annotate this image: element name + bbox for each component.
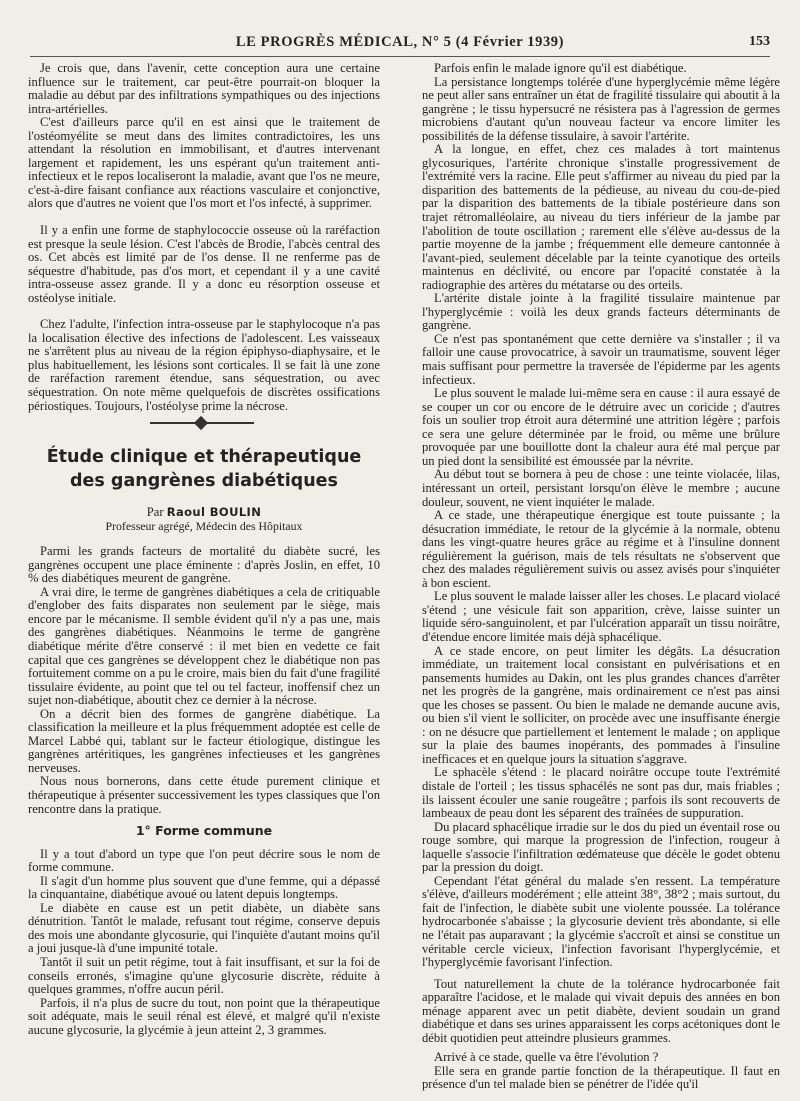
article-title-line: des gangrènes diabétiques — [70, 471, 338, 492]
paragraph: Parfois enfin le malade ignore qu'il est diabétique. — [434, 61, 687, 75]
paragraph: Ce n'est pas spontanément que cette dernière va s'installer ; il va falloir une cause provocatrice, à savoir un traumatisme, souvent léger mais suffisant pour permettre la traversée de l'épiderme par les agents infectieux. — [422, 331, 780, 387]
paragraph: Du placard sphacélique irradie sur le dos du pied un éventail rose ou rouge sombre, qui marque la progression de l'infection, rougeur à laquelle s'associe l'infiltration œdémateuse que décèle le godet obtenu par la pression du doigt. — [422, 819, 780, 875]
page-number: 153 — [749, 34, 770, 49]
running-header — [30, 34, 770, 57]
paragraph: A la longue, en effet, chez ces malades à tort maintenus glycosuriques, l'artérite chronique s'installe progressivement de l'extrémité vers la racine. Elle peut s'affirmer au niveau du pied par la disparition des battements de la pédieuse, au niveau du cou-de-pied par la disparition des battements de la tibiale postérieure dans son trajet rétromalléolaire, au niveau du tiers inférieur de la jambe par l'abolition de toute oscillation ; rarement elle s'élève au-dessus de la partie moyenne de la jambe ; fréquemment elle demeure cantonnée à l'avant-pied, seulement décelable par la teinte cyanotique des orteils maintenus en déclivité, ou encore par l'opacité constatée à la radiographie des artères du métatarse ou des orteils. — [422, 142, 780, 292]
byline-prefix: Par — [146, 505, 164, 520]
paragraph: Cependant l'état général du malade s'en ressent. La température s'élève, d'ailleurs modérément ; elle atteint 38°, 38°2 ; mais surtout, du fait de l'infection, le diabète subit une violente poussée. La tolérance hydrocarbonée s'abaisse ; la glycosurie devient très abondante, si elle ne l'était pas auparavant ; la glycémie s'accroît et ainsi se constitue un véritable cercle vicieux, l'infection favorisant l'hyperglycémie, et l'hyperglycémie favorisant l'infection. — [422, 873, 780, 970]
paragraph: Il y a tout d'abord un type que l'on peut décrire sous le nom de forme commune. — [28, 846, 380, 875]
paragraph: L'artérite distale jointe à la fragilité tissulaire maintenue par l'hyperglycémie : voilà les deux grands facteurs déterminants de gangrène. — [422, 291, 780, 333]
article-title — [28, 445, 380, 493]
paragraph: A vrai dire, le terme de gangrènes diabétiques a cela de critiquable d'englober des faits disparates non seulement par le siège, mais encore par le mécanisme. Il semble évident qu'il n'y a pas une, mais des gangrènes diabétiques. Néanmoins le terme de gangrène diabétique mérite d'être conservé : il met bien en vedette ce fait capital que ces gangrènes se développent chez le diabétique non pas fortuitement comme on a pu le croire, mais bien du fait d'une fragilité tissulaire évidente, au point que tel ou tel facteur, inoffensif chez un sujet non-diabétique, aboutit chez ce dernier à la nécrose. — [28, 584, 380, 708]
paragraph: Le plus souvent le malade lui-même sera en cause : il aura essayé de se couper un cor ou encore de le détruire avec un coricide ; d'autres fois un soulier trop étroit aura déterminé une attrition légère ; parfois ce sera une gelure déterminée par le froid, ou même une brûlure provoquée par une bouillotte dont la chaleur aura été mal perçue par un pied dont la sensibilité est émoussée par la névrite. — [422, 386, 780, 468]
paragraph: Chez l'adulte, l'infection intra-osseuse par le staphylocoque n'a pas la localisation élective des infections de l'adolescent. Les vaisseaux ne s'arrêtent plus au niveau de la région épiphyso-diaphysaire, et le plus habituellement, les lésions sont corticales. Il se fait là une zone de raréfaction rarement étendue, sans séquestration, ou avec séquestration. On note même quelquefois de discrètes ossifications périostiques. Toujours, l'ostéolyse prime la nécrose. — [28, 317, 380, 413]
paragraph: C'est d'ailleurs parce qu'il en est ainsi que le traitement de l'ostéomyélite se meut dans des limites contradictoires, les uns attendant la résolution en immobilisant, et d'autres intervenant largement et rapidement, les uns espérant qu'un traitement anti-infectieux et le repos localiseront la maladie, avant que l'os ne meure, c'est-à-dire faisant confiance aux réactions vasculaire et conjonctive, alors que d'autres ne voient que l'os mort et l'os infecté, à supprimer. — [28, 115, 380, 211]
paragraph: Il s'agit d'un homme plus souvent que d'une femme, qui a dépassé la cinquantaine, diabétique avoué ou latent depuis longtemps. — [28, 873, 380, 902]
paragraph: Le diabète en cause est un petit diabète, un diabète sans dénutrition. Tantôt le malade, refusant tout régime, conserve depuis des mois une abondante glycosurie, qui l'inquiète d'autant moins qu'il a joui jusque-là d'une impunité totale. — [28, 900, 380, 956]
paragraph: A ce stade, une thérapeutique énergique est toute puissante ; la désucration immédiate, le retour de la glycémie à la normale, obtenu dans les vingt-quatre heures grâce au régime et à l'insuline donnent régulièrement la guérison, mais de tels résultats ne s'observent que chez des malades régulièrement suivis ou assez avisés pour s'inquiéter à bon escient. — [422, 508, 780, 590]
paragraph: Le sphacèle s'étend : le placard noirâtre occupe toute l'extrémité distale de l'orteil ; les tissus sphacélés ne sont pas dur, mais friables ; ils laissent écouler une sanie rougeâtre ; parfois ils sont recouverts de lambeaux de peau dont les séparent des traînées de suppuration. — [422, 765, 780, 821]
paragraph: Au début tout se bornera à peu de chose : une teinte violacée, lilas, intéressant un orteil, persistant lorsqu'on élève le membre ; aucune douleur, souvent, ne vient inquiéter le malade. — [422, 467, 780, 509]
paragraph: Tantôt il suit un petit régime, tout à fait insuffisant, et sur la foi de conseils erronés, s'imagine qu'une glycosurie discrète, réduite à quelques grammes, n'offre aucun péril. — [28, 954, 380, 997]
paragraph: Tout naturellement la chute de la tolérance hydrocarbonée fait apparaître l'acidose, et le malade qui vivait depuis des années en bon ménage apparent avec un petit diabète, devient soudain un grand diabétique et dans ses urines apparaissent les corps acétoniques dont le débit quotidien peut atteindre plusieurs grammes. — [422, 976, 780, 1045]
paragraph: Parfois, il n'a plus de sucre du tout, non point que la thérapeutique soit adéquate, mais le seuil rénal est élevé, et malgré qu'il n'existe aucune glycosurie, la glycémie à jeun atteint 2, 3 grammes. — [28, 995, 380, 1037]
ornamental-divider — [28, 413, 380, 439]
section-heading: 1° Forme commune — [135, 823, 273, 839]
paragraph: Parmi les grands facteurs de mortalité du diabète sucré, les gangrènes occupent une place éminente : d'après Joslin, en effet, 10 % des diabétiques meurent de gangrène. — [28, 544, 380, 586]
paragraph: Il y a enfin une forme de staphylococcie osseuse où la raréfaction est presque la seule lésion. C'est l'abcès de Brodie, l'abcès central des os. Cet abcès est limité par de l'os dense. Il ne renferme pas de séquestre d'habitude, pas d'os mort, et cependant il y a une cavité intra-osseuse assez grande. Il y a donc eu résorption osseuse et ostéolyse initiale. — [28, 223, 380, 305]
paragraph: Arrivé à ce stade, quelle va être l'évolution ? — [434, 1050, 659, 1065]
left-column — [28, 62, 380, 1037]
paragraph: Nous nous bornerons, dans cette étude purement clinique et thérapeutique à présenter successivement les types classiques que l'on rencontre dans la pratique. — [28, 774, 380, 816]
right-column — [422, 62, 780, 1092]
paragraph: A ce stade encore, on peut limiter les dégâts. La désucration immédiate, un traitement local consistant en pulvérisations et en pansements humides au Dakin, ont les plus grandes chances d'arrêter net les progrès de la gangrène, mais ordinairement ce n'est pas ainsi que les choses se passent. Ou bien le malade ne demande aucune avis, ou bien s'il vient le solliciter, on procède avec une insuffisante énergie : on ne désucre que partiellement et lentement le malade ; on applique sur la plaie des baumes inopérants, des pommades à l'insuline inefficaces et en quelque jours la situation s'aggrave. — [422, 643, 780, 766]
article-title-line: Étude clinique et thérapeutique — [46, 447, 362, 468]
journal-title: LE PROGRÈS MÉDICAL, N° 5 (4 Février 1939) — [235, 34, 565, 50]
author-name: Raoul BOULIN — [166, 505, 262, 520]
paragraph: Le plus souvent le malade laisser aller les choses. Le placard violacé s'étend ; une vésicule fait son apparition, crève, laisse suinter un liquide séro-sanguinolent, et par l'ulcération apparaît un tissu noirâtre, d'étendue encore limitée mais déjà sphacélique. — [422, 589, 780, 644]
paragraph: Elle sera en grande partie fonction de la thérapeutique. Il faut en présence d'un tel malade bien se pénétrer de l'idée qu'il — [422, 1063, 780, 1092]
byline — [28, 505, 380, 519]
paragraph: On a décrit bien des formes de gangrène diabétique. La classification la meilleure et la plus fréquemment adoptée est celle de Marcel Labbé qui, tablant sur le facteur étiologique, distingue les gangrènes artéritiques, les gangrènes infectieuses et les gangrènes nerveuses. — [28, 706, 380, 775]
paragraph: La persistance longtemps tolérée d'une hyperglycémie même légère ne peut aller sans entraîner un état de fragilité tissulaire qui aboutit à la gangrène ; le tissu hypersucré ne résistera pas à l'agression de germes microbiens d'autant qu'un nouveau facteur va encore limiter les possibilités de la défense tissulaire, à savoir l'artérite. — [422, 74, 780, 143]
paragraph: Je crois que, dans l'avenir, cette conception aura une certaine influence sur le traitement, car peut-être pourrait-on bloquer la maladie au début par des infiltrations sympathiques ou des injections intra-artérielles. — [28, 61, 380, 116]
author-affiliation: Professeur agrégé, Médecin des Hôpitaux — [105, 519, 303, 534]
